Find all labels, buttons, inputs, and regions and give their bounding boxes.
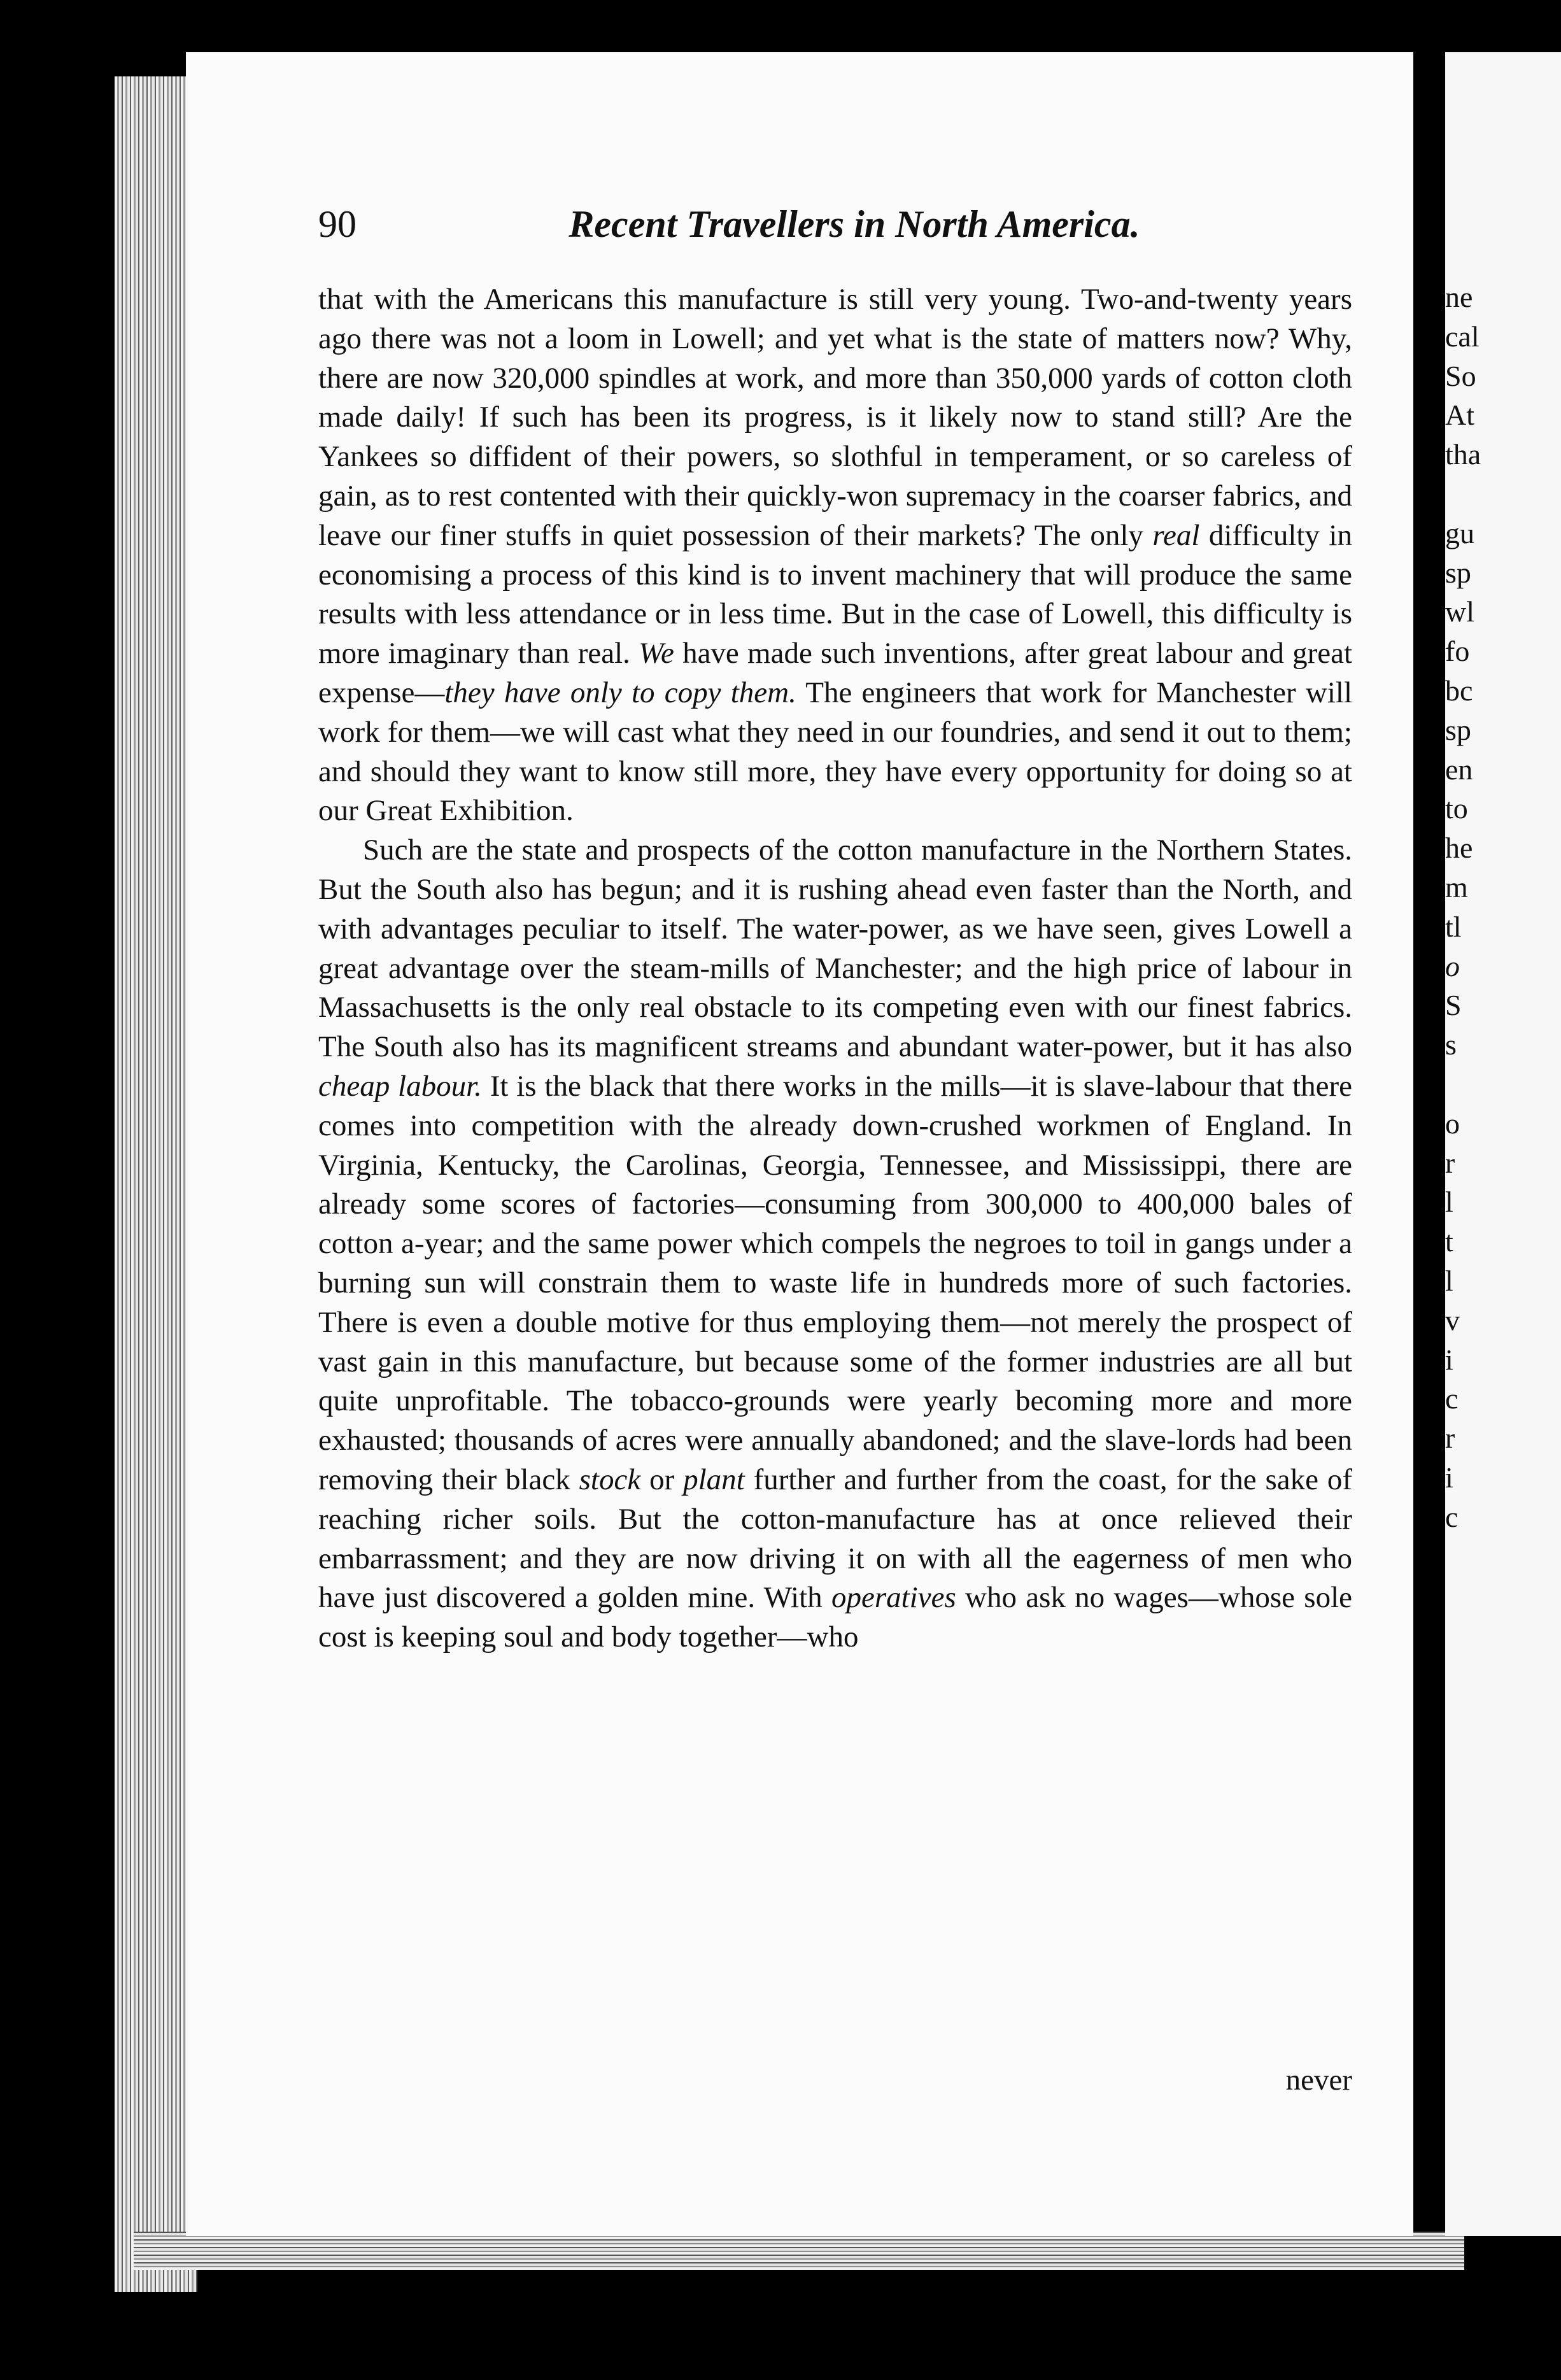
facing-page-text: cal <box>1445 320 1480 353</box>
italic-text: cheap labour. <box>318 1069 482 1103</box>
text-run: that with the Americans this manufacture is still very young. Two-and-twenty years ago there was not a loom in Lowell; and yet what is the state of matters now? Why, there are now 320,000 spindles at work, and more than 350,000 yards of cotton cloth made daily! If such has been its progress, is it likely now to stand still? Are the Yankees so diffident of their powers, so slothful in temperament, or so careless of gain, as to rest contented with their quickly-won supremacy in the coarser fabrics, and leave our finer stuffs in quiet possession of their markets? The only <box>318 283 1352 552</box>
facing-page-text: o <box>1445 1107 1460 1140</box>
text-run: Such are the state and prospects of the cotton manufacture in the Northern States. But the South also has begun; and it is rushing ahead even faster than the North, and with advantages peculiar to itself. The water-power, as we have seen, gives Lowell a great advantage over the steam-mills of Manchester; and the high price of labour in Massachusetts is the only real obstacle to its competing even with our finest fabrics. The South also has its magnificent streams and abundant water-power, but it has also <box>318 833 1352 1064</box>
facing-page-text: s <box>1445 1028 1457 1061</box>
facing-page-text: sp <box>1445 556 1471 589</box>
italic-text: plant <box>683 1463 745 1496</box>
italic-text: We <box>639 637 674 670</box>
text-run: have made such inventions, after great labour and great expense— <box>318 637 1353 709</box>
facing-page-text: i <box>1445 1461 1453 1494</box>
facing-page-text: ne <box>1445 281 1473 313</box>
text-run: who ask no wages—whose sole cost is keeping soul and body together—who <box>318 1581 1352 1654</box>
facing-page-text: r <box>1445 1146 1455 1179</box>
italic-text: they have only to copy them. <box>444 676 796 709</box>
facing-page-text: fo <box>1445 635 1470 668</box>
text-run: It is the black that there works in the mills—it is slave-labour that there comes into competition with the already down-crushed workmen of England. In Virginia, Kentucky, the Carolinas, Georgia, Tennessee, and Mississippi, there are already some scores of factories—consuming from 300,000 to 400,000 bales of cotton a-year; and the same power which compels the negroes to toil in gangs under a burning sun will constrain them to waste life in hundreds more of such factories. There is even a double motive for thus employing them—not merely the prospect of vast gain in this manufacture, but because some of the former industries are all but quite unprofitable. The tobacco-grounds were yearly becoming more and more exhausted; thousands of acres were annually abandoned; and the slave-lords had been removing their black <box>318 1069 1352 1496</box>
facing-page-text: S <box>1445 989 1462 1022</box>
facing-page-text: t <box>1445 1225 1453 1258</box>
facing-page-text: m <box>1445 871 1468 903</box>
facing-page-text: v <box>1445 1303 1460 1336</box>
facing-page-text: en <box>1445 753 1473 786</box>
facing-page-text: c <box>1445 1500 1459 1533</box>
facing-page-text: sp <box>1445 713 1471 746</box>
italic-text: operatives <box>831 1581 956 1615</box>
facing-page-text: gu <box>1445 516 1474 549</box>
text-run: The engineers that work for Manchester will work for them—we will cast what they need in our foundries, and send it out to them; and should they want to know still more, they have every opportunity for doing so at our Great Exhibition. <box>318 676 1353 828</box>
page-edges-bottom <box>134 2232 1464 2270</box>
facing-page-text: c <box>1445 1382 1459 1415</box>
catchword: never <box>1285 2064 1352 2097</box>
facing-page-text: to <box>1445 792 1468 825</box>
facing-page-text: he <box>1445 832 1473 865</box>
italic-text: stock <box>579 1463 641 1496</box>
facing-page-text: tl <box>1445 910 1462 943</box>
page-number: 90 <box>318 203 357 245</box>
paragraph <box>318 280 1352 831</box>
facing-page-text: r <box>1445 1422 1455 1455</box>
text-run: difficulty in economising a process of this kind is to invent machinery that will produce the same results with less attendance or in less time. But in the case of Lowell, this difficulty is more imaginary than real. <box>318 518 1352 670</box>
italic-text: real <box>1152 518 1200 552</box>
facing-page-text: o <box>1445 949 1460 982</box>
text-run: further and further from the coast, for the sake of reaching richer soils. But the cotton-manufacture has at once relieved their embarrassment; and they are now driving it on with all the eagerness of men who have just discovered a golden mine. With <box>318 1463 1352 1615</box>
page-header <box>318 202 1352 253</box>
facing-page-text: i <box>1445 1343 1453 1376</box>
page-edges-left <box>115 76 197 2292</box>
facing-page-text: wl <box>1445 595 1474 628</box>
body-text <box>318 280 1352 1657</box>
facing-page-text: So <box>1445 359 1476 392</box>
facing-page-fragment <box>1445 52 1561 2236</box>
running-title: Recent Travellers in North America. <box>569 203 1140 245</box>
text-run: or <box>640 1463 684 1496</box>
facing-page-text: bc <box>1445 674 1473 707</box>
facing-page-text: l <box>1445 1186 1453 1219</box>
facing-page-text: tha <box>1445 438 1481 471</box>
facing-page-text: At <box>1445 399 1474 432</box>
paragraph <box>318 831 1352 1657</box>
facing-page-text: l <box>1445 1264 1453 1297</box>
